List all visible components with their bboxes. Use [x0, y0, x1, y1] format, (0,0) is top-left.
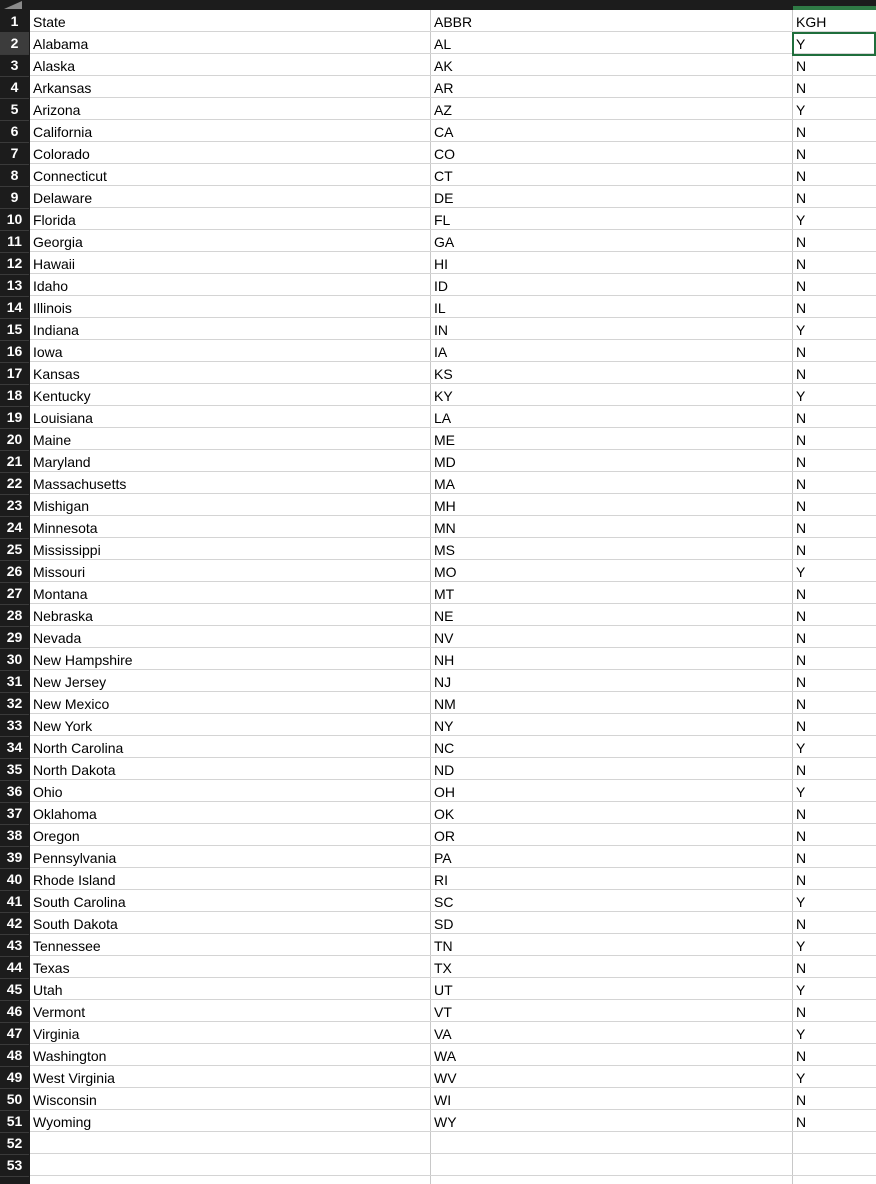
row-number[interactable]: 27 — [0, 582, 29, 605]
row-number[interactable]: 40 — [0, 868, 29, 891]
state-cell[interactable]: Montana — [33, 586, 88, 602]
row-number[interactable]: 46 — [0, 1000, 29, 1023]
row-number[interactable]: 33 — [0, 714, 29, 737]
table-row — [30, 340, 876, 362]
column-header-kgh-cell[interactable]: KGH — [796, 14, 827, 30]
kgh-cell[interactable]: N — [796, 498, 807, 514]
kgh-cell[interactable]: N — [796, 454, 807, 470]
table-row — [30, 890, 876, 912]
state-cell[interactable]: Hawaii — [33, 256, 76, 272]
kgh-cell[interactable]: Y — [796, 564, 806, 580]
row-number[interactable]: 11 — [0, 230, 29, 253]
kgh-cell[interactable]: N — [796, 586, 807, 602]
state-cell[interactable]: Oregon — [33, 828, 80, 844]
kgh-cell[interactable]: N — [796, 278, 807, 294]
row-number[interactable]: 20 — [0, 428, 29, 451]
row-number[interactable]: 5 — [0, 98, 29, 121]
column-header-bar — [0, 0, 876, 10]
table-row — [30, 824, 876, 846]
abbr-cell[interactable]: NE — [434, 608, 454, 624]
kgh-cell[interactable]: N — [796, 872, 807, 888]
abbr-cell[interactable]: IL — [434, 300, 446, 316]
abbr-cell[interactable]: WY — [434, 1114, 457, 1130]
kgh-cell[interactable]: Y — [796, 212, 806, 228]
row-number[interactable]: 42 — [0, 912, 29, 935]
row-number[interactable]: 22 — [0, 472, 29, 495]
abbr-cell[interactable]: ND — [434, 762, 455, 778]
row-number[interactable]: 3 — [0, 54, 29, 77]
table-row — [30, 758, 876, 780]
row-number[interactable]: 14 — [0, 296, 29, 319]
kgh-cell[interactable] — [793, 1132, 876, 1153]
table-row — [30, 868, 876, 890]
row-number[interactable]: 44 — [0, 956, 29, 979]
table-row — [30, 1088, 876, 1110]
state-cell[interactable]: Florida — [33, 212, 76, 228]
state-cell[interactable]: Georgia — [33, 234, 83, 250]
table-row — [30, 846, 876, 868]
table-row — [30, 164, 876, 186]
state-cell[interactable]: Arkansas — [33, 80, 92, 96]
abbr-cell[interactable]: OK — [434, 806, 455, 822]
kgh-cell[interactable]: N — [796, 190, 807, 206]
row-number[interactable]: 21 — [0, 450, 29, 473]
abbr-cell[interactable]: LA — [434, 410, 452, 426]
kgh-cell[interactable]: N — [796, 1092, 807, 1108]
kgh-cell[interactable]: N — [796, 674, 807, 690]
table-row — [30, 472, 876, 494]
row-number[interactable]: 29 — [0, 626, 29, 649]
abbr-cell[interactable]: AK — [434, 58, 453, 74]
kgh-cell[interactable]: N — [796, 630, 807, 646]
kgh-cell[interactable]: N — [796, 916, 807, 932]
abbr-cell[interactable]: NV — [434, 630, 454, 646]
row-number[interactable]: 39 — [0, 846, 29, 869]
state-cell[interactable]: Arizona — [33, 102, 81, 118]
row-number[interactable]: 26 — [0, 560, 29, 583]
kgh-cell[interactable]: Y — [796, 102, 806, 118]
table-row — [30, 582, 876, 604]
abbr-cell[interactable]: VA — [434, 1026, 452, 1042]
state-cell[interactable]: North Carolina — [33, 740, 124, 756]
state-cell[interactable]: Wisconsin — [33, 1092, 97, 1108]
abbr-cell[interactable]: WA — [434, 1048, 457, 1064]
kgh-cell[interactable]: N — [796, 168, 807, 184]
table-row — [30, 538, 876, 560]
state-cell[interactable]: Vermont — [33, 1004, 86, 1020]
table-row — [30, 98, 876, 120]
abbr-cell[interactable]: CT — [434, 168, 453, 184]
state-cell[interactable]: Massachusetts — [33, 476, 127, 492]
state-cell[interactable]: Alabama — [33, 36, 89, 52]
abbr-cell[interactable]: IA — [434, 344, 448, 360]
abbr-cell[interactable]: RI — [434, 872, 448, 888]
row-number[interactable]: 43 — [0, 934, 29, 957]
table-row — [30, 76, 876, 98]
state-cell[interactable]: Connecticut — [33, 168, 107, 184]
kgh-cell[interactable]: N — [796, 1004, 807, 1020]
row-number[interactable]: 4 — [0, 76, 29, 99]
table-row — [30, 604, 876, 626]
abbr-cell[interactable]: MO — [434, 564, 457, 580]
row-number[interactable]: 31 — [0, 670, 29, 693]
kgh-cell[interactable]: N — [796, 762, 807, 778]
state-cell[interactable]: Kentucky — [33, 388, 91, 404]
row-header-column — [0, 10, 30, 1184]
abbr-cell[interactable]: MN — [434, 520, 456, 536]
row-number[interactable]: 34 — [0, 736, 29, 759]
state-cell[interactable]: Utah — [33, 982, 63, 998]
state-cell[interactable]: Delaware — [33, 190, 93, 206]
kgh-cell[interactable]: Y — [796, 938, 806, 954]
abbr-cell[interactable]: AL — [434, 36, 452, 52]
state-cell[interactable]: Illinois — [33, 300, 72, 316]
table-row — [30, 142, 876, 164]
table-row — [30, 560, 876, 582]
kgh-cell[interactable]: N — [796, 410, 807, 426]
table-row — [30, 956, 876, 978]
table-row — [30, 296, 876, 318]
table-row — [30, 54, 876, 76]
abbr-cell[interactable]: CO — [434, 146, 455, 162]
kgh-cell[interactable]: N — [796, 652, 807, 668]
state-cell[interactable]: New Mexico — [33, 696, 110, 712]
selected-cell-outline — [792, 32, 876, 56]
row-number[interactable]: 9 — [0, 186, 29, 209]
table-row — [30, 912, 876, 934]
table-row — [30, 406, 876, 428]
abbr-cell[interactable]: OH — [434, 784, 455, 800]
kgh-cell[interactable]: N — [796, 234, 807, 250]
abbr-cell[interactable]: GA — [434, 234, 455, 250]
state-cell[interactable] — [30, 1132, 430, 1153]
kgh-cell[interactable] — [793, 1154, 876, 1175]
state-cell[interactable]: Virginia — [33, 1026, 80, 1042]
table-row — [30, 362, 876, 384]
table-row — [30, 428, 876, 450]
state-cell[interactable]: Wyoming — [33, 1114, 92, 1130]
state-cell[interactable]: Mississippi — [33, 542, 101, 558]
kgh-cell[interactable]: N — [796, 1048, 807, 1064]
table-row — [30, 1044, 876, 1066]
row-number[interactable]: 2 — [0, 32, 29, 55]
row-number[interactable]: 32 — [0, 692, 29, 715]
row-number[interactable]: 6 — [0, 120, 29, 143]
state-cell[interactable]: North Dakota — [33, 762, 116, 778]
state-cell[interactable]: Texas — [33, 960, 70, 976]
state-cell[interactable]: South Dakota — [33, 916, 118, 932]
state-cell[interactable]: Maryland — [33, 454, 91, 470]
state-cell[interactable]: Ohio — [33, 784, 63, 800]
row-number[interactable]: 23 — [0, 494, 29, 517]
column-header-state-cell[interactable]: State — [33, 14, 66, 30]
abbr-cell[interactable]: NM — [434, 696, 456, 712]
state-cell[interactable]: Idaho — [33, 278, 69, 294]
kgh-cell[interactable]: N — [796, 828, 807, 844]
abbr-cell[interactable]: MT — [434, 586, 455, 602]
abbr-cell[interactable]: TN — [434, 938, 453, 954]
abbr-cell[interactable]: NH — [434, 652, 455, 668]
select-all-corner[interactable] — [4, 1, 22, 9]
kgh-cell[interactable]: N — [796, 696, 807, 712]
row-number[interactable]: 8 — [0, 164, 29, 187]
row-number[interactable]: 36 — [0, 780, 29, 803]
row-number[interactable]: 25 — [0, 538, 29, 561]
table-row — [30, 780, 876, 802]
kgh-cell[interactable]: Y — [796, 388, 806, 404]
state-cell[interactable]: Oklahoma — [33, 806, 97, 822]
abbr-cell[interactable]: MA — [434, 476, 455, 492]
abbr-cell[interactable]: CA — [434, 124, 454, 140]
row-number[interactable]: 17 — [0, 362, 29, 385]
row-number[interactable]: 38 — [0, 824, 29, 847]
kgh-cell[interactable]: N — [796, 960, 807, 976]
table-row — [30, 648, 876, 670]
row-number[interactable]: 53 — [0, 1154, 29, 1177]
abbr-cell[interactable]: SC — [434, 894, 454, 910]
kgh-cell[interactable]: N — [796, 256, 807, 272]
state-cell[interactable]: California — [33, 124, 93, 140]
state-cell[interactable]: Kansas — [33, 366, 80, 382]
abbr-cell[interactable]: AZ — [434, 102, 452, 118]
kgh-cell[interactable]: N — [796, 608, 807, 624]
state-cell[interactable]: Nevada — [33, 630, 82, 646]
kgh-cell[interactable]: N — [796, 520, 807, 536]
abbr-cell[interactable]: KY — [434, 388, 453, 404]
table-row — [30, 1000, 876, 1022]
kgh-cell[interactable]: Y — [796, 36, 806, 52]
row-number[interactable]: 1 — [0, 10, 29, 33]
row-number[interactable]: 51 — [0, 1110, 29, 1133]
row-number[interactable]: 35 — [0, 758, 29, 781]
row-number[interactable]: 19 — [0, 406, 29, 429]
kgh-cell[interactable]: N — [796, 718, 807, 734]
row-number[interactable]: 18 — [0, 384, 29, 407]
abbr-cell[interactable]: MH — [434, 498, 456, 514]
kgh-cell[interactable]: Y — [796, 1070, 806, 1086]
column-header-abbr-cell[interactable]: ABBR — [434, 14, 473, 30]
row-number[interactable]: 52 — [0, 1132, 29, 1155]
state-cell[interactable]: Tennessee — [33, 938, 101, 954]
kgh-cell[interactable]: N — [796, 344, 807, 360]
kgh-cell[interactable]: N — [796, 1114, 807, 1130]
kgh-cell[interactable]: N — [796, 432, 807, 448]
kgh-cell[interactable]: Y — [796, 982, 806, 998]
state-cell[interactable]: Iowa — [33, 344, 63, 360]
table-row — [30, 736, 876, 758]
row-number[interactable]: 13 — [0, 274, 29, 297]
row-number[interactable]: 7 — [0, 142, 29, 165]
abbr-cell[interactable]: VT — [434, 1004, 452, 1020]
abbr-cell[interactable]: DE — [434, 190, 454, 206]
state-cell[interactable]: New Jersey — [33, 674, 107, 690]
table-row — [30, 274, 876, 296]
kgh-cell[interactable]: N — [796, 476, 807, 492]
abbr-cell[interactable]: NC — [434, 740, 455, 756]
row-number[interactable]: 24 — [0, 516, 29, 539]
row-number[interactable]: 45 — [0, 978, 29, 1001]
state-cell[interactable]: Pennsylvania — [33, 850, 117, 866]
abbr-cell[interactable]: MD — [434, 454, 456, 470]
kgh-cell[interactable]: Y — [796, 1026, 806, 1042]
abbr-cell[interactable]: ME — [434, 432, 455, 448]
kgh-cell[interactable]: Y — [796, 784, 806, 800]
row-number[interactable]: 48 — [0, 1044, 29, 1067]
kgh-cell[interactable]: Y — [796, 322, 806, 338]
state-cell[interactable]: Nebraska — [33, 608, 93, 624]
table-row — [30, 208, 876, 230]
kgh-cell[interactable]: N — [796, 366, 807, 382]
state-cell[interactable]: Minnesota — [33, 520, 98, 536]
state-cell[interactable]: Alaska — [33, 58, 76, 74]
table-row — [30, 1154, 876, 1176]
kgh-cell[interactable]: N — [796, 58, 807, 74]
kgh-cell[interactable]: N — [796, 146, 807, 162]
abbr-cell[interactable]: NY — [434, 718, 454, 734]
state-cell[interactable]: Rhode Island — [33, 872, 116, 888]
table-row — [30, 516, 876, 538]
kgh-cell[interactable]: N — [796, 542, 807, 558]
table-row — [30, 692, 876, 714]
table-row — [30, 802, 876, 824]
kgh-cell[interactable]: Y — [796, 740, 806, 756]
abbr-cell[interactable]: OR — [434, 828, 455, 844]
abbr-cell[interactable]: MS — [434, 542, 455, 558]
state-cell[interactable]: Colorado — [33, 146, 90, 162]
table-row — [30, 32, 876, 54]
abbr-cell[interactable]: HI — [434, 256, 448, 272]
state-cell[interactable]: Maine — [33, 432, 72, 448]
row-number[interactable]: 41 — [0, 890, 29, 913]
table-row — [30, 626, 876, 648]
state-cell[interactable]: New York — [33, 718, 93, 734]
table-row — [30, 1066, 876, 1088]
row-number[interactable]: 28 — [0, 604, 29, 627]
table-row — [30, 120, 876, 142]
row-number[interactable]: 12 — [0, 252, 29, 275]
abbr-cell[interactable]: TX — [434, 960, 452, 976]
row-number[interactable]: 16 — [0, 340, 29, 363]
table-row — [30, 1110, 876, 1132]
kgh-cell[interactable]: N — [796, 850, 807, 866]
state-cell[interactable]: New Hampshire — [33, 652, 133, 668]
table-row — [30, 252, 876, 274]
state-cell[interactable]: South Carolina — [33, 894, 126, 910]
kgh-cell[interactable]: N — [796, 806, 807, 822]
row-number[interactable]: 47 — [0, 1022, 29, 1045]
abbr-cell[interactable]: AR — [434, 80, 454, 96]
state-cell[interactable]: Missouri — [33, 564, 86, 580]
row-number[interactable]: 30 — [0, 648, 29, 671]
abbr-cell[interactable]: PA — [434, 850, 452, 866]
kgh-cell[interactable]: N — [796, 80, 807, 96]
table-row — [30, 934, 876, 956]
row-number[interactable]: 10 — [0, 208, 29, 231]
abbr-cell[interactable]: WI — [434, 1092, 452, 1108]
abbr-cell[interactable]: ID — [434, 278, 448, 294]
abbr-cell[interactable]: UT — [434, 982, 453, 998]
state-cell[interactable] — [30, 1154, 430, 1175]
kgh-cell[interactable]: Y — [796, 894, 806, 910]
kgh-cell[interactable]: N — [796, 300, 807, 316]
table-row — [30, 494, 876, 516]
row-number[interactable]: 50 — [0, 1088, 29, 1111]
table-row — [30, 670, 876, 692]
state-cell[interactable]: Mishigan — [33, 498, 90, 514]
state-cell[interactable]: Washington — [33, 1048, 107, 1064]
sheet-grid — [30, 10, 876, 1184]
row-number[interactable]: 37 — [0, 802, 29, 825]
table-row — [30, 714, 876, 736]
abbr-cell[interactable]: NJ — [434, 674, 452, 690]
table-row — [30, 1022, 876, 1044]
table-row — [30, 186, 876, 208]
abbr-cell[interactable]: FL — [434, 212, 451, 228]
kgh-cell[interactable]: N — [796, 124, 807, 140]
abbr-cell[interactable]: WV — [434, 1070, 457, 1086]
table-row — [30, 230, 876, 252]
abbr-cell[interactable] — [431, 1154, 792, 1175]
row-number[interactable]: 49 — [0, 1066, 29, 1089]
abbr-cell[interactable] — [431, 1132, 792, 1153]
table-row — [30, 450, 876, 472]
abbr-cell[interactable]: SD — [434, 916, 454, 932]
state-cell[interactable]: West Virginia — [33, 1070, 115, 1086]
abbr-cell[interactable]: IN — [434, 322, 448, 338]
state-cell[interactable]: Louisiana — [33, 410, 93, 426]
table-row — [30, 978, 876, 1000]
table-row — [30, 1132, 876, 1154]
table-row — [30, 384, 876, 406]
abbr-cell[interactable]: KS — [434, 366, 453, 382]
table-row — [30, 318, 876, 340]
row-number[interactable]: 15 — [0, 318, 29, 341]
state-cell[interactable]: Indiana — [33, 322, 79, 338]
header-row — [30, 10, 876, 32]
